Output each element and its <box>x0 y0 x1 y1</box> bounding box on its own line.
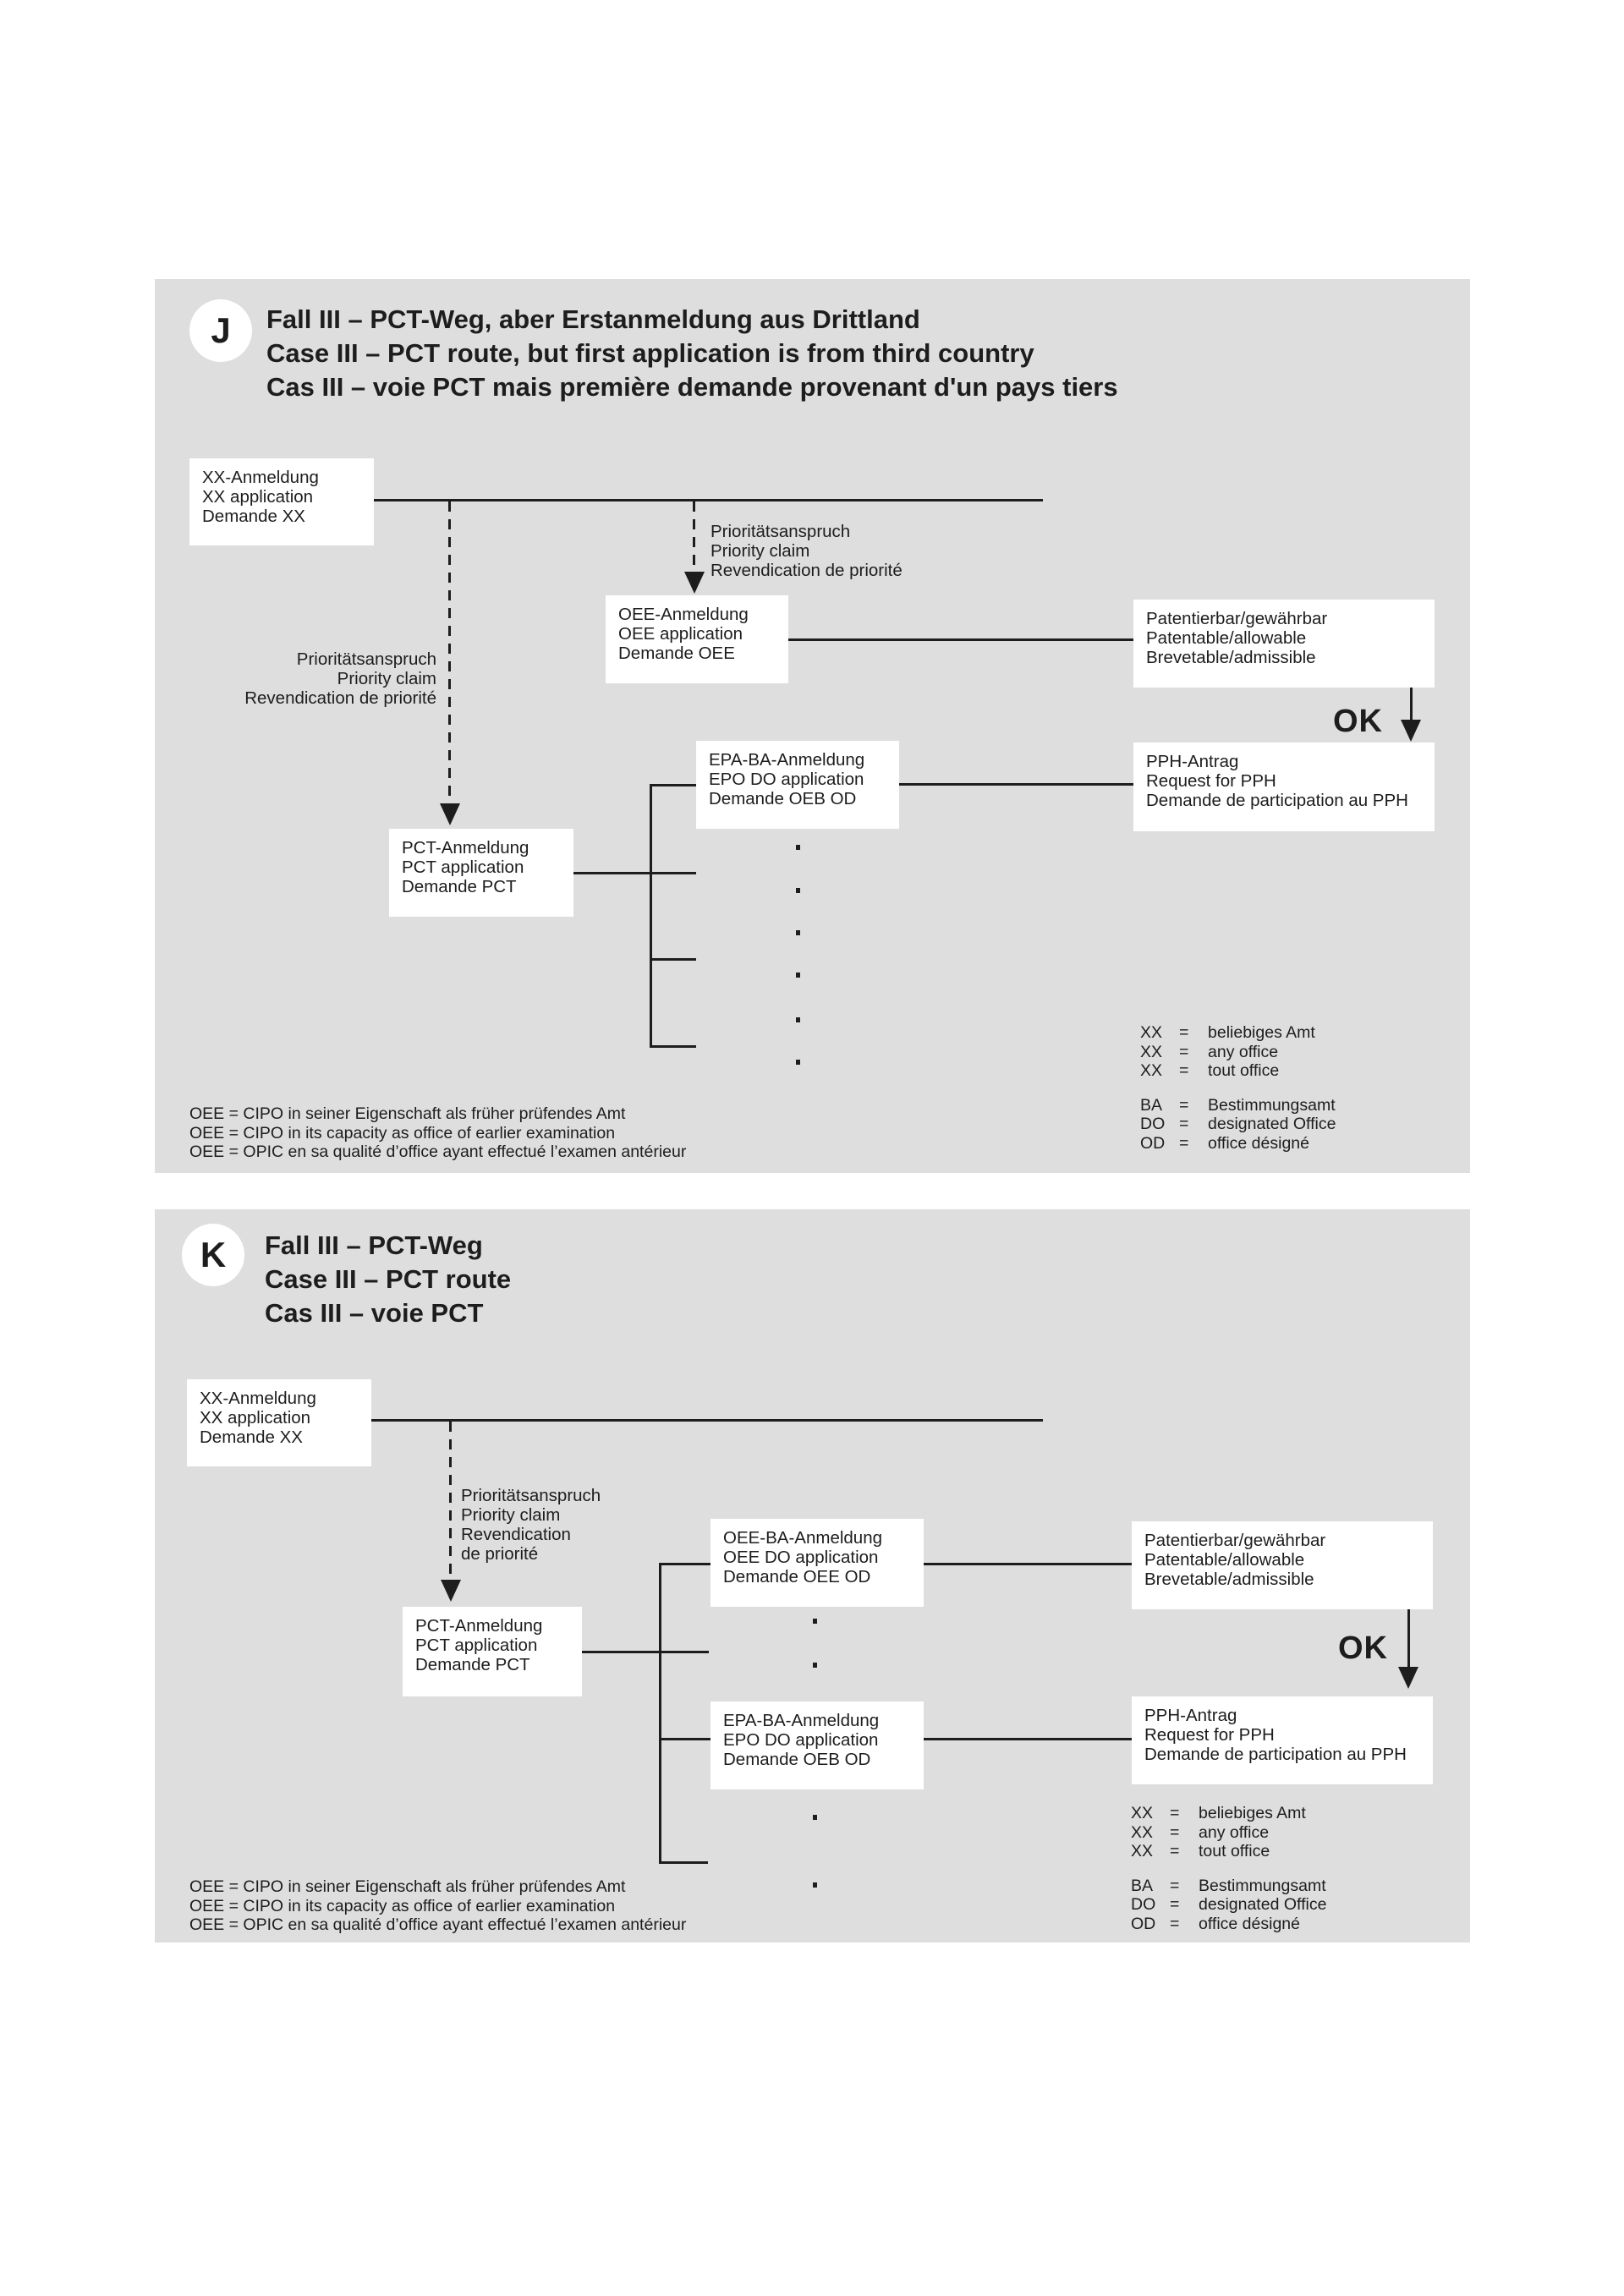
legend-text: tout office <box>1199 1842 1270 1860</box>
legend-abbr: BA <box>1140 1095 1163 1115</box>
arrowhead-oee-j <box>684 572 705 594</box>
oee-application-box-j <box>606 595 788 683</box>
do-bracket-tick-3-k <box>659 1738 710 1740</box>
legend-line: OEE = CIPO in seiner Eigenschaft als früher prüfendes Amt <box>189 1877 626 1896</box>
priority-claim-label-right-j <box>710 522 903 580</box>
legend-row <box>1140 1096 1336 1115</box>
panel-k-title <box>265 1229 511 1330</box>
legend-line: OEE = CIPO in its capacity as office of earlier examination <box>189 1896 616 1915</box>
legend-eq: = <box>1179 1023 1189 1042</box>
box-line: Request for PPH <box>1144 1725 1275 1745</box>
box-line: PCT-Anmeldung <box>415 1616 543 1636</box>
box-line: EPO DO application <box>709 770 864 789</box>
pct-application-box-k <box>403 1607 582 1696</box>
ok-label-k: OK <box>1338 1630 1388 1666</box>
oee-legend-k <box>189 1877 686 1935</box>
panel-k-title-en: Case III – PCT route <box>265 1264 512 1294</box>
label-line: Priority claim <box>461 1505 561 1525</box>
box-line: Demande XX <box>200 1427 303 1447</box>
label-line: Revendication de priorité <box>244 688 436 708</box>
legend-row <box>1140 1134 1336 1153</box>
legend-row <box>1140 1115 1336 1134</box>
pph-request-box-j <box>1133 743 1435 831</box>
priority-claim-label-k <box>461 1486 601 1564</box>
connector-pct-bracket-k <box>582 1651 709 1653</box>
legend-row <box>1131 1895 1326 1915</box>
legend-text: beliebiges Amt <box>1208 1023 1315 1042</box>
priority-dashed-line-oee-j <box>693 501 695 572</box>
legend-eq: = <box>1179 1095 1189 1115</box>
panel-j-title-fr: Cas III – voie PCT mais première demande provenant d'un pays tiers <box>266 372 1118 402</box>
box-line: PCT-Anmeldung <box>402 838 529 858</box>
legend-text: tout office <box>1208 1061 1280 1080</box>
box-line: Demande PCT <box>402 877 517 896</box>
connector-epo-pph-j <box>899 783 1133 786</box>
box-line: PPH-Antrag <box>1146 752 1239 771</box>
legend-abbr: OD <box>1140 1133 1166 1153</box>
legend-row <box>1131 1842 1326 1861</box>
legend-row <box>1131 1877 1326 1896</box>
legend-eq: = <box>1179 1115 1189 1133</box>
box-line: Demande OEE OD <box>723 1567 871 1586</box>
legend-eq: = <box>1170 1822 1180 1842</box>
legend-text: any office <box>1208 1042 1279 1061</box>
panel-j-badge-letter: J <box>211 310 231 350</box>
legend-gap <box>1131 1861 1326 1877</box>
connector-epo-pph-k <box>924 1738 1132 1740</box>
do-bracket-tick-1-k <box>659 1563 710 1565</box>
legend-text: Bestimmungsamt <box>1208 1095 1336 1115</box>
box-line: XX-Anmeldung <box>200 1389 316 1408</box>
legend-abbr: XX <box>1131 1822 1154 1842</box>
connector-oee-patentable-k <box>924 1563 1132 1565</box>
legend-abbr: XX <box>1131 1804 1154 1822</box>
box-line: EPA-BA-Anmeldung <box>723 1711 880 1730</box>
box-line: Patentable/allowable <box>1144 1550 1305 1570</box>
xx-ba-legend-j <box>1140 1023 1336 1153</box>
box-line: Demande XX <box>202 507 305 526</box>
legend-row <box>1140 1043 1336 1062</box>
legend-eq: = <box>1170 1804 1180 1822</box>
box-line: OEE DO application <box>723 1548 879 1567</box>
box-line: Demande OEB OD <box>709 789 857 808</box>
priority-claim-label-left-j <box>195 649 436 708</box>
legend-eq: = <box>1170 1914 1180 1933</box>
arrowhead-pct-j <box>440 803 460 825</box>
label-line: Prioritätsanspruch <box>296 649 436 669</box>
box-line: Patentierbar/gewährbar <box>1146 609 1328 628</box>
oee-legend-j <box>189 1104 686 1162</box>
label-line: de priorité <box>461 1544 539 1564</box>
box-line: PCT application <box>415 1636 538 1655</box>
xx-ba-legend-k <box>1131 1804 1326 1933</box>
box-line: PCT application <box>402 858 524 877</box>
legend-abbr: BA <box>1131 1876 1154 1895</box>
patentable-box-k <box>1132 1521 1433 1609</box>
box-line: Patentable/allowable <box>1146 628 1307 648</box>
legend-eq: = <box>1170 1895 1180 1914</box>
do-bracket-tick-3-j <box>650 958 696 961</box>
legend-line: OEE = OPIC en sa qualité d’office ayant effectué l’examen antérieur <box>189 1915 687 1934</box>
legend-eq: = <box>1170 1842 1180 1860</box>
legend-text: Bestimmungsamt <box>1199 1876 1326 1895</box>
legend-line: OEE = CIPO in seiner Eigenschaft als früher prüfendes Amt <box>189 1104 626 1123</box>
box-line: OEE-BA-Anmeldung <box>723 1528 883 1548</box>
label-line: Priority claim <box>710 541 810 561</box>
do-bracket-tick-1-j <box>650 784 696 786</box>
legend-abbr: DO <box>1140 1115 1166 1133</box>
panel-j-title-de: Fall III – PCT-Weg, aber Erstanmeldung aus Drittland <box>266 304 920 334</box>
timeline-j <box>374 499 1043 501</box>
legend-text: designated Office <box>1199 1895 1327 1914</box>
do-bracket-j <box>650 784 652 1048</box>
legend-abbr: XX <box>1140 1023 1163 1042</box>
panel-j-badge <box>189 299 252 362</box>
pct-application-box-j <box>389 829 573 917</box>
panel-j-title <box>266 303 1118 404</box>
legend-row <box>1131 1823 1326 1843</box>
legend-text: beliebiges Amt <box>1199 1804 1306 1822</box>
box-line: Demande PCT <box>415 1655 530 1674</box>
legend-row <box>1131 1915 1326 1934</box>
panel-j-title-en: Case III – PCT route, but first application is from third country <box>266 338 1034 368</box>
legend-eq: = <box>1179 1061 1189 1080</box>
legend-eq: = <box>1170 1876 1180 1895</box>
xx-application-box-j <box>189 458 374 545</box>
ellipsis-dot <box>796 1060 800 1065</box>
legend-line: OEE = OPIC en sa qualité d’office ayant effectué l’examen antérieur <box>189 1143 687 1161</box>
arrowhead-pct-k <box>441 1580 461 1602</box>
ellipsis-dot <box>813 1815 817 1820</box>
box-line: OEE-Anmeldung <box>618 605 749 624</box>
legend-text: any office <box>1199 1822 1270 1842</box>
label-line: Revendication <box>461 1525 571 1544</box>
legend-abbr: DO <box>1131 1895 1156 1914</box>
do-bracket-tick-4-k <box>659 1861 708 1864</box>
legend-row <box>1131 1804 1326 1823</box>
panel-k-title-de: Fall III – PCT-Weg <box>265 1230 483 1260</box>
epo-do-application-box-j <box>696 741 899 829</box>
ok-arrowhead-k <box>1398 1667 1418 1689</box>
ellipsis-dot <box>796 1017 800 1022</box>
legend-gap <box>1140 1081 1336 1096</box>
pph-request-box-k <box>1132 1696 1433 1784</box>
legend-row <box>1140 1061 1336 1081</box>
patentable-box-j <box>1133 600 1435 688</box>
legend-text: designated Office <box>1208 1115 1336 1133</box>
panel-k-badge-letter: K <box>200 1235 227 1274</box>
box-line: Demande de participation au PPH <box>1144 1745 1407 1764</box>
box-line: OEE application <box>618 624 743 644</box>
box-line: Demande OEE <box>618 644 735 663</box>
ellipsis-dot <box>796 888 800 893</box>
legend-line: OEE = CIPO in its capacity as office of earlier examination <box>189 1123 616 1143</box>
ok-arrow-line-j <box>1410 688 1413 723</box>
box-line: Brevetable/admissible <box>1144 1570 1314 1589</box>
box-line: PPH-Antrag <box>1144 1706 1237 1725</box>
ellipsis-dot <box>813 1619 817 1624</box>
box-line: EPA-BA-Anmeldung <box>709 750 865 770</box>
epo-do-application-box-k <box>710 1701 924 1789</box>
label-line: Prioritätsanspruch <box>461 1486 601 1505</box>
legend-abbr: XX <box>1140 1042 1163 1061</box>
do-bracket-tick-4-j <box>650 1045 696 1048</box>
label-line: Prioritätsanspruch <box>710 522 851 541</box>
panel-k-title-fr: Cas III – voie PCT <box>265 1298 484 1328</box>
legend-text: office désigné <box>1208 1133 1309 1153</box>
ellipsis-dot <box>813 1663 817 1668</box>
timeline-k <box>371 1419 1043 1422</box>
legend-abbr: XX <box>1140 1061 1163 1080</box>
connector-oee-patentable-j <box>788 638 1133 641</box>
box-line: Demande de participation au PPH <box>1146 791 1408 810</box>
ok-label-j: OK <box>1333 704 1383 739</box>
box-line: Demande OEB OD <box>723 1750 871 1769</box>
label-line: Revendication de priorité <box>710 561 903 580</box>
priority-dashed-line-pct-k <box>449 1422 452 1580</box>
box-line: Patentierbar/gewährbar <box>1144 1531 1326 1550</box>
legend-abbr: OD <box>1131 1914 1156 1933</box>
xx-application-box-k <box>187 1379 371 1466</box>
legend-eq: = <box>1179 1042 1189 1061</box>
ok-arrow-line-k <box>1407 1609 1410 1669</box>
ellipsis-dot <box>796 973 800 978</box>
box-line: XX application <box>202 487 314 507</box>
legend-text: office désigné <box>1199 1914 1300 1933</box>
box-line: EPO DO application <box>723 1730 879 1750</box>
box-line: Request for PPH <box>1146 771 1276 791</box>
oee-do-application-box-k <box>710 1519 924 1607</box>
legend-row <box>1140 1023 1336 1043</box>
legend-abbr: XX <box>1131 1842 1154 1860</box>
connector-pct-bracket-j <box>573 872 696 874</box>
box-line: Brevetable/admissible <box>1146 648 1316 667</box>
legend-eq: = <box>1179 1133 1189 1153</box>
box-line: XX application <box>200 1408 311 1427</box>
ellipsis-dot <box>813 1882 817 1888</box>
ellipsis-dot <box>796 845 800 850</box>
panel-k-badge <box>182 1224 244 1286</box>
ok-arrowhead-j <box>1401 720 1421 742</box>
ellipsis-dot <box>796 930 800 935</box>
box-line: XX-Anmeldung <box>202 468 319 487</box>
priority-dashed-line-pct-j <box>448 501 451 803</box>
label-line: Priority claim <box>337 669 436 688</box>
do-bracket-k <box>659 1563 661 1864</box>
